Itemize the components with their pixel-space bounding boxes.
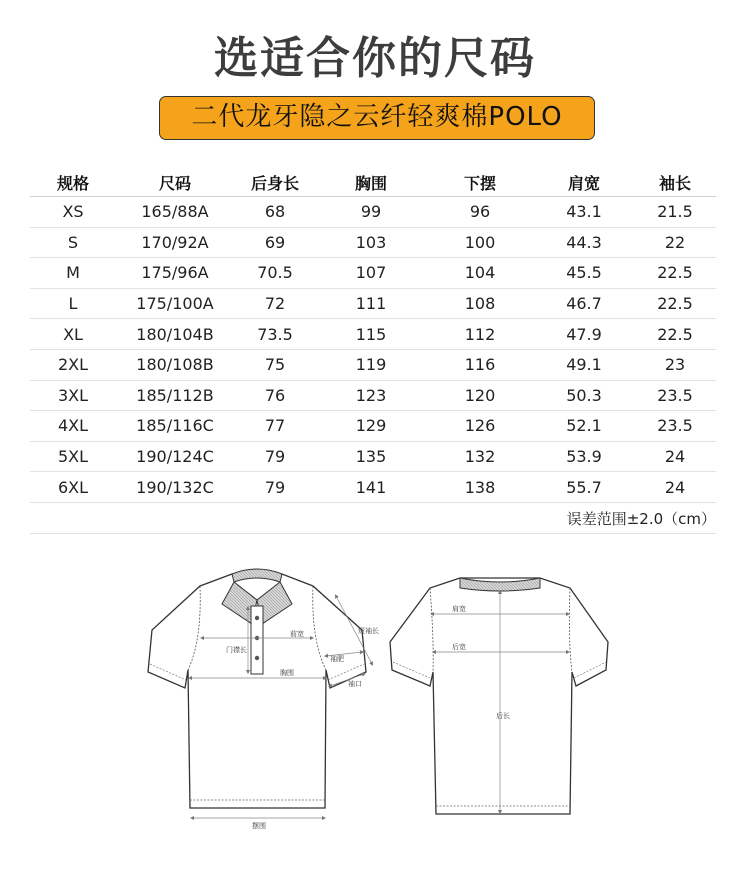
column-header: 尺码 (116, 168, 234, 197)
back-view-shirt (390, 578, 608, 814)
table-cell: 103 (316, 227, 426, 258)
table-cell: 126 (426, 411, 534, 442)
table-cell: 49.1 (534, 349, 634, 380)
sleeve-opening-label: 袖口 (348, 680, 362, 688)
table-cell: 44.3 (534, 227, 634, 258)
table-cell: 111 (316, 288, 426, 319)
back-width-label: 后宽 (452, 643, 466, 651)
table-cell: 138 (426, 472, 534, 503)
table-cell: 76 (234, 380, 316, 411)
table-cell: 69 (234, 227, 316, 258)
table-row (30, 349, 716, 380)
shoulder-width-label: 肩宽 (452, 605, 466, 613)
table-row (30, 197, 716, 228)
column-header: 下摆 (426, 168, 534, 197)
size-table-body (30, 197, 716, 503)
table-cell: 46.7 (534, 288, 634, 319)
table-cell: 68 (234, 197, 316, 228)
table-cell: 23 (634, 349, 716, 380)
table-cell: 22 (634, 227, 716, 258)
table-cell: 165/88A (116, 197, 234, 228)
chest-label: 胸围 (280, 669, 294, 677)
table-cell: 107 (316, 258, 426, 289)
table-cell: 75 (234, 349, 316, 380)
garment-measurement-diagram (140, 560, 610, 845)
column-header: 规格 (30, 168, 116, 197)
table-cell: S (30, 227, 116, 258)
table-cell: 132 (426, 441, 534, 472)
front-width-label: 前宽 (290, 630, 304, 638)
column-header: 后身长 (234, 168, 316, 197)
table-cell: M (30, 258, 116, 289)
product-name-badge: 二代龙牙隐之云纤轻爽棉POLO (159, 96, 595, 140)
table-cell: 24 (634, 441, 716, 472)
table-cell: 115 (316, 319, 426, 350)
table-cell: 4XL (30, 411, 116, 442)
table-cell: 135 (316, 441, 426, 472)
table-cell: 6XL (30, 472, 116, 503)
table-cell: 5XL (30, 441, 116, 472)
table-cell: 99 (316, 197, 426, 228)
table-cell: 120 (426, 380, 534, 411)
table-row (30, 319, 716, 350)
table-cell: 45.5 (534, 258, 634, 289)
table-cell: 22.5 (634, 319, 716, 350)
sleeve-width-label: 袖肥 (330, 655, 344, 663)
table-cell: 22.5 (634, 288, 716, 319)
table-cell: 23.5 (634, 380, 716, 411)
table-cell: 123 (316, 380, 426, 411)
table-cell: 21.5 (634, 197, 716, 228)
table-cell: 50.3 (534, 380, 634, 411)
table-cell: L (30, 288, 116, 319)
size-table (30, 168, 716, 503)
table-cell: 79 (234, 441, 316, 472)
table-row (30, 441, 716, 472)
table-cell: 3XL (30, 380, 116, 411)
table-cell: 116 (426, 349, 534, 380)
table-cell: 180/104B (116, 319, 234, 350)
placket-length-label: 门襟长 (226, 646, 247, 654)
table-cell: 119 (316, 349, 426, 380)
table-cell: 70.5 (234, 258, 316, 289)
table-cell: XS (30, 197, 116, 228)
table-cell: 24 (634, 472, 716, 503)
table-cell: 47.9 (534, 319, 634, 350)
table-cell: 112 (426, 319, 534, 350)
short-sleeve-length-label: 短袖长 (358, 627, 379, 635)
table-cell: 100 (426, 227, 534, 258)
table-cell: 43.1 (534, 197, 634, 228)
tolerance-note: 误差范围±2.0（cm） (30, 505, 716, 534)
back-length-label: 后长 (496, 712, 510, 720)
table-cell: 73.5 (234, 319, 316, 350)
table-cell: 180/108B (116, 349, 234, 380)
table-cell: 55.7 (534, 472, 634, 503)
table-cell: 72 (234, 288, 316, 319)
column-header: 肩宽 (534, 168, 634, 197)
table-cell: 79 (234, 472, 316, 503)
table-row (30, 472, 716, 503)
table-row (30, 227, 716, 258)
size-table-header-row (30, 168, 716, 197)
table-cell: 175/96A (116, 258, 234, 289)
table-cell: 185/112B (116, 380, 234, 411)
table-cell: 2XL (30, 349, 116, 380)
front-view-shirt (148, 569, 379, 830)
table-cell: 185/116C (116, 411, 234, 442)
table-cell: 170/92A (116, 227, 234, 258)
table-cell: 175/100A (116, 288, 234, 319)
column-header: 胸围 (316, 168, 426, 197)
table-cell: 141 (316, 472, 426, 503)
table-cell: 53.9 (534, 441, 634, 472)
table-cell: 190/124C (116, 441, 234, 472)
table-row (30, 258, 716, 289)
table-cell: 23.5 (634, 411, 716, 442)
column-header: 袖长 (634, 168, 716, 197)
table-cell: 52.1 (534, 411, 634, 442)
table-cell: 77 (234, 411, 316, 442)
table-row (30, 380, 716, 411)
page-title: 选适合你的尺码 (214, 33, 536, 84)
table-cell: XL (30, 319, 116, 350)
table-row (30, 411, 716, 442)
table-cell: 104 (426, 258, 534, 289)
table-row (30, 288, 716, 319)
table-cell: 190/132C (116, 472, 234, 503)
table-cell: 96 (426, 197, 534, 228)
hem-label: 摆围 (252, 822, 266, 830)
table-cell: 108 (426, 288, 534, 319)
table-cell: 22.5 (634, 258, 716, 289)
table-cell: 129 (316, 411, 426, 442)
